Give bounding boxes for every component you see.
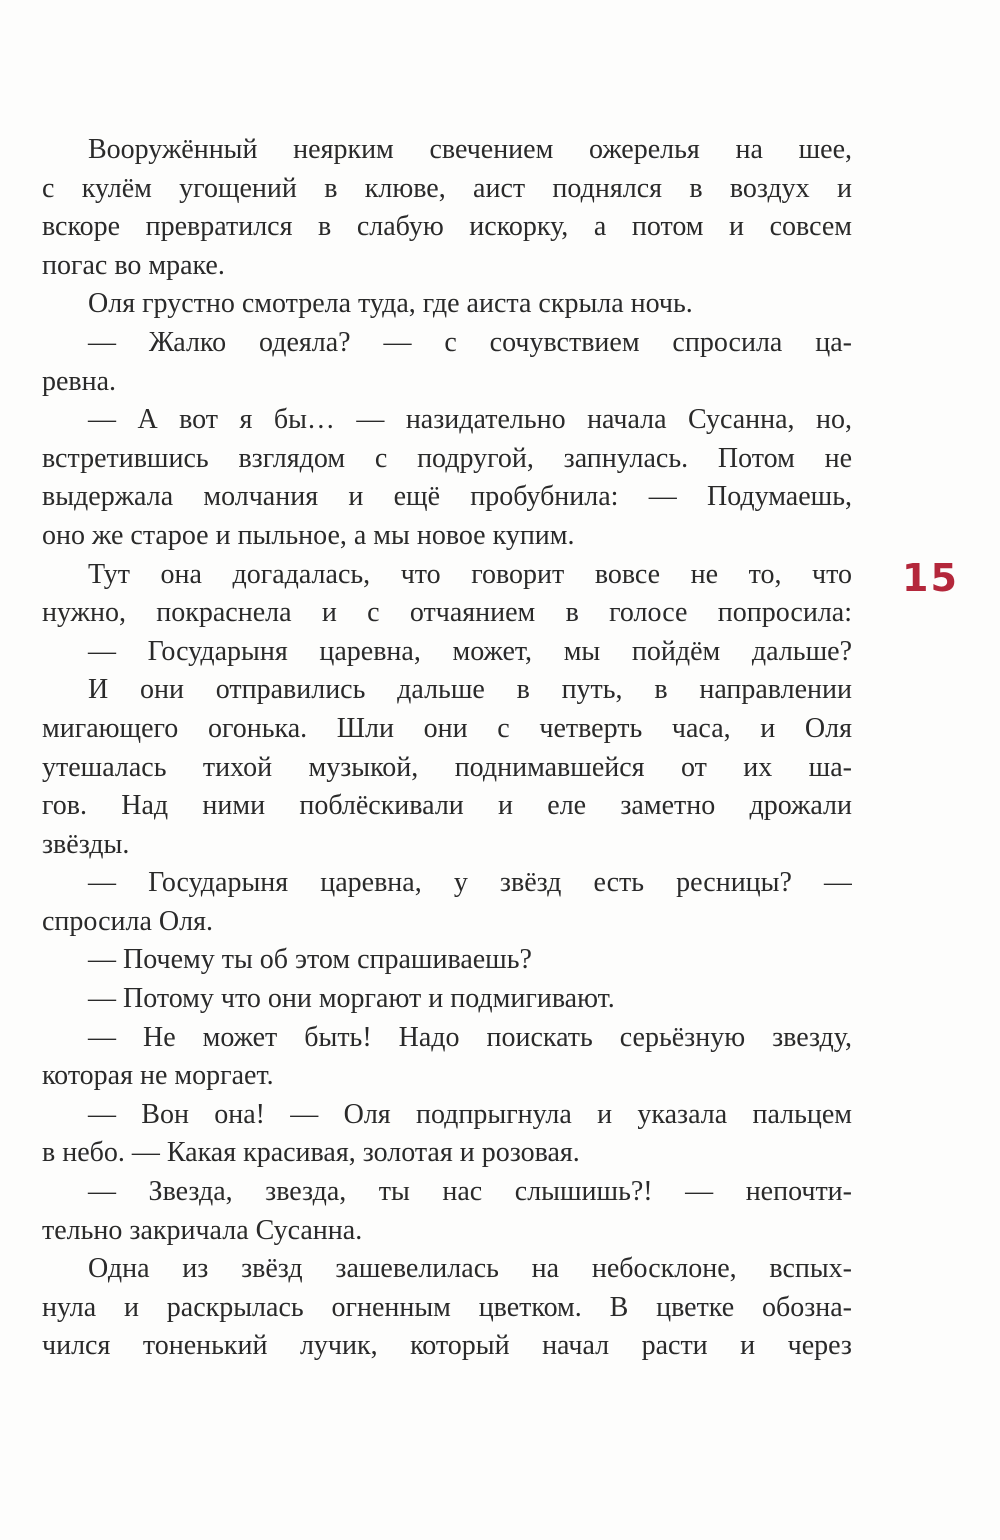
text-line: выдержала молчания и ещё пробубнила: — Подумаешь, xyxy=(42,481,852,513)
text-line: И они отправились дальше в путь, в направлении xyxy=(88,674,852,706)
text-line: Вооружённый неярким свечением ожерелья на шее, xyxy=(88,134,852,165)
text-line: вскоре превратился в слабую искорку, а потом и совсем xyxy=(42,211,852,243)
text-line: — Жалко одеяла? — с сочувствием спросила ца- xyxy=(88,326,852,358)
text-line: тельно закричала Сусанна. xyxy=(42,1214,363,1246)
text-line: — Потому что они моргают и подмигивают. xyxy=(88,983,615,1015)
text-line: гов. Над ними поблёскивали и еле заметно дрожали xyxy=(42,790,852,822)
text-line: утешалась тихой музыкой, поднимавшейся от их ша- xyxy=(42,751,852,783)
text-line: — Звезда, звезда, ты нас слышишь?! — непочти- xyxy=(88,1176,852,1208)
text-line: Одна из звёзд зашевелилась на небосклоне, вспых- xyxy=(88,1253,852,1285)
body-text xyxy=(42,131,852,1366)
text-line: которая не моргает. xyxy=(42,1060,274,1092)
text-line: — Почему ты об этом спрашиваешь? xyxy=(88,944,532,976)
text-line: — А вот я бы… — назидательно начала Сусанна, но, xyxy=(88,404,852,436)
text-line: — Государыня царевна, у звёзд есть ресницы? — xyxy=(88,867,852,899)
text-line: — Не может быть! Надо поискать серьёзную звезду, xyxy=(88,1021,852,1053)
text-line: чился тоненький лучик, который начал расти и через xyxy=(42,1330,852,1362)
text-line: в небо. — Какая красивая, золотая и розовая. xyxy=(42,1137,580,1169)
text-line: нужно, покраснела и с отчаянием в голосе попросила: xyxy=(42,597,852,629)
text-line: встретившись взглядом с подругой, запнулась. Потом не xyxy=(42,442,852,474)
text-line: погас во мраке. xyxy=(42,249,225,281)
text-line: — Вон она! — Оля подпрыгнула и указала пальцем xyxy=(88,1098,852,1130)
text-line: Тут она догадалась, что говорит вовсе не то, что xyxy=(88,558,852,590)
text-line: оно же старое и пыльное, а мы новое купим. xyxy=(42,519,575,551)
text-line: нула и раскрылась огненным цветком. В цветке обозна- xyxy=(42,1291,852,1323)
text-line: мигающего огонька. Шли они с четверть часа, и Оля xyxy=(42,712,852,744)
text-line: ревна. xyxy=(42,365,117,397)
text-line: — Государыня царевна, может, мы пойдём дальше? xyxy=(88,635,852,667)
text-line: с кулём угощений в клюве, аист поднялся в воздух и xyxy=(42,172,852,204)
page-number: 15 xyxy=(902,556,959,600)
text-line: звёзды. xyxy=(42,828,130,860)
text-line: спросила Оля. xyxy=(42,905,213,937)
text-line: Оля грустно смотрела туда, где аиста скрыла ночь. xyxy=(88,288,693,320)
